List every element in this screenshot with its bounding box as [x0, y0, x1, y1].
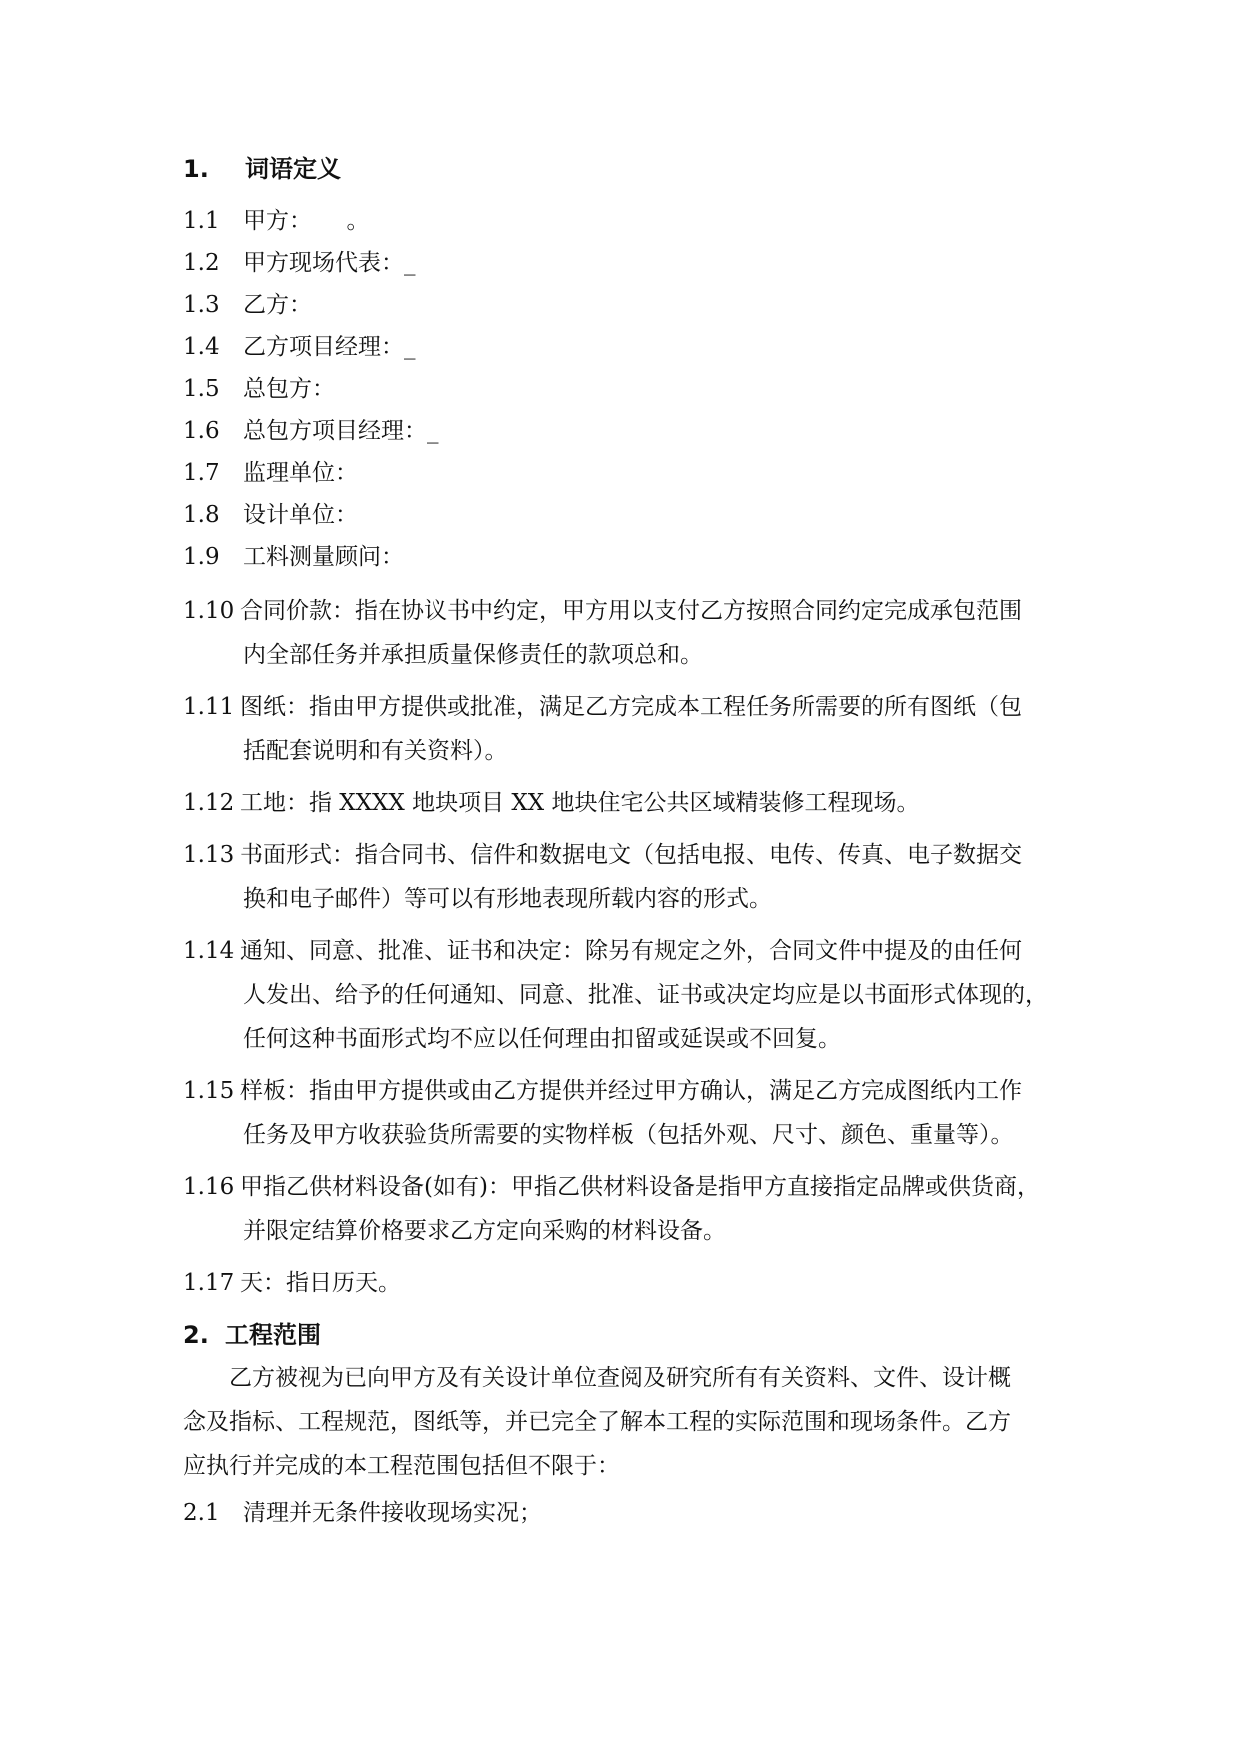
definition-item: [183, 248, 1083, 278]
definition-item-long: [183, 596, 1103, 626]
item-text-line: 换和电子邮件）等可以有形地表现所载内容的形式。: [243, 886, 772, 912]
item-text-line: 人发出、给予的任何通知、同意、批准、证书或决定均应是以书面形式体现的，: [243, 982, 1048, 1008]
item-text: 监理单位：: [243, 460, 358, 486]
item-number: 1.10: [183, 598, 235, 624]
item-text: 清理并无条件接收现场实况；: [243, 1500, 542, 1526]
item-text-line: 任何这种书面形式均不应以任何理由扣留或延误或不回复。: [243, 1026, 841, 1052]
item-number: 1.17: [183, 1270, 235, 1296]
item-text-line: 括配套说明和有关资料）。: [243, 738, 508, 764]
item-text: 乙方：: [243, 292, 312, 318]
paragraph-text: 乙方被视为已向甲方及有关设计单位查阅及研究所有有关资料、文件、设计概: [229, 1365, 1011, 1391]
item-number: 1.3: [183, 292, 220, 318]
item-text-line: 任务及甲方收获验货所需要的实物样板（包括外观、尺寸、颜色、重量等）。: [243, 1122, 1014, 1148]
definition-item: [183, 290, 1083, 320]
item-text-line: 通知、同意、批准、证书和决定：除另有规定之外，合同文件中提及的由任何: [240, 938, 1022, 964]
item-number: 1.7: [183, 460, 220, 486]
section-2-title: 工程范围: [225, 1321, 321, 1349]
definition-item-long: [183, 840, 1103, 870]
paragraph-text: 念及指标、工程规范，图纸等，并已完全了解本工程的实际范围和现场条件。乙方: [183, 1409, 1011, 1435]
section-2-number: 2.: [183, 1321, 209, 1349]
item-text-line: 天：指日历天。: [240, 1270, 401, 1296]
item-number: 1.5: [183, 376, 220, 402]
item-text: 甲方现场代表：_: [243, 250, 416, 276]
item-number: 1.9: [183, 544, 220, 570]
definition-item: [183, 416, 1083, 446]
definition-item: [183, 542, 1083, 572]
item-number: 1.2: [183, 250, 220, 276]
definition-item-continuation: [243, 1120, 1014, 1150]
definition-item-continuation: [243, 884, 772, 914]
definition-item: [183, 500, 1083, 530]
section-1-heading: [183, 154, 341, 184]
item-number: 1.12: [183, 790, 235, 816]
section-2-paragraph-line: [183, 1400, 1011, 1444]
section-2-heading: [183, 1320, 321, 1350]
item-number: 1.1: [183, 208, 220, 234]
item-number: 1.16: [183, 1174, 235, 1200]
item-text-line: 工地：指 XXXX 地块项目 XX 地块住宅公共区域精装修工程现场。: [240, 790, 920, 816]
item-number: 1.6: [183, 418, 220, 444]
item-text-line: 书面形式：指合同书、信件和数据电文（包括电报、电传、传真、电子数据交: [240, 842, 1022, 868]
definition-item-continuation: [243, 980, 1048, 1010]
definition-item-long: [183, 1268, 1103, 1298]
item-number: 1.8: [183, 502, 220, 528]
definition-item-continuation: [243, 1216, 726, 1246]
item-text: 工料测量顾问：: [243, 544, 404, 570]
item-text: 设计单位：: [243, 502, 358, 528]
definition-item: [183, 332, 1083, 362]
item-number: 1.4: [183, 334, 220, 360]
definition-item: [183, 374, 1083, 404]
section-1-title: 词语定义: [245, 155, 341, 183]
item-text: 乙方项目经理：_: [243, 334, 416, 360]
definition-item-continuation: [243, 736, 508, 766]
item-text-line: 图纸：指由甲方提供或批准，满足乙方完成本工程任务所需要的所有图纸（包: [240, 694, 1022, 720]
section-2-paragraph-line: [229, 1356, 1011, 1400]
definition-item-long: [183, 788, 1103, 818]
item-text-line: 并限定结算价格要求乙方定向采购的材料设备。: [243, 1218, 726, 1244]
definition-item-long: [183, 1076, 1103, 1106]
item-number: 1.15: [183, 1078, 235, 1104]
section-1-number: 1.: [183, 155, 209, 183]
scope-item: [183, 1498, 1083, 1528]
definition-item: [183, 206, 1083, 236]
definition-item-long: [183, 692, 1103, 722]
item-number: 1.13: [183, 842, 235, 868]
section-2-paragraph-line: [183, 1444, 620, 1488]
definition-item: [183, 458, 1083, 488]
item-number: 2.1: [183, 1500, 220, 1526]
item-number: 1.14: [183, 938, 235, 964]
item-text-line: 甲指乙供材料设备(如有)：甲指乙供材料设备是指甲方直接指定品牌或供货商，: [240, 1174, 1040, 1200]
item-number: 1.11: [183, 694, 235, 720]
definition-item-long: [183, 936, 1103, 966]
definition-item-long: [183, 1172, 1103, 1202]
definition-item-continuation: [243, 1024, 841, 1054]
item-text-line: 内全部任务并承担质量保修责任的款项总和。: [243, 642, 703, 668]
item-text-line: 样板：指由甲方提供或由乙方提供并经过甲方确认，满足乙方完成图纸内工作: [240, 1078, 1022, 1104]
item-text-line: 合同价款：指在协议书中约定，甲方用以支付乙方按照合同约定完成承包范围: [240, 598, 1022, 624]
item-text: 总包方项目经理：_: [243, 418, 439, 444]
item-text: 总包方：: [243, 376, 335, 402]
paragraph-text: 应执行并完成的本工程范围包括但不限于：: [183, 1453, 620, 1479]
item-text: 甲方： 。: [243, 208, 370, 234]
definition-item-continuation: [243, 640, 703, 670]
